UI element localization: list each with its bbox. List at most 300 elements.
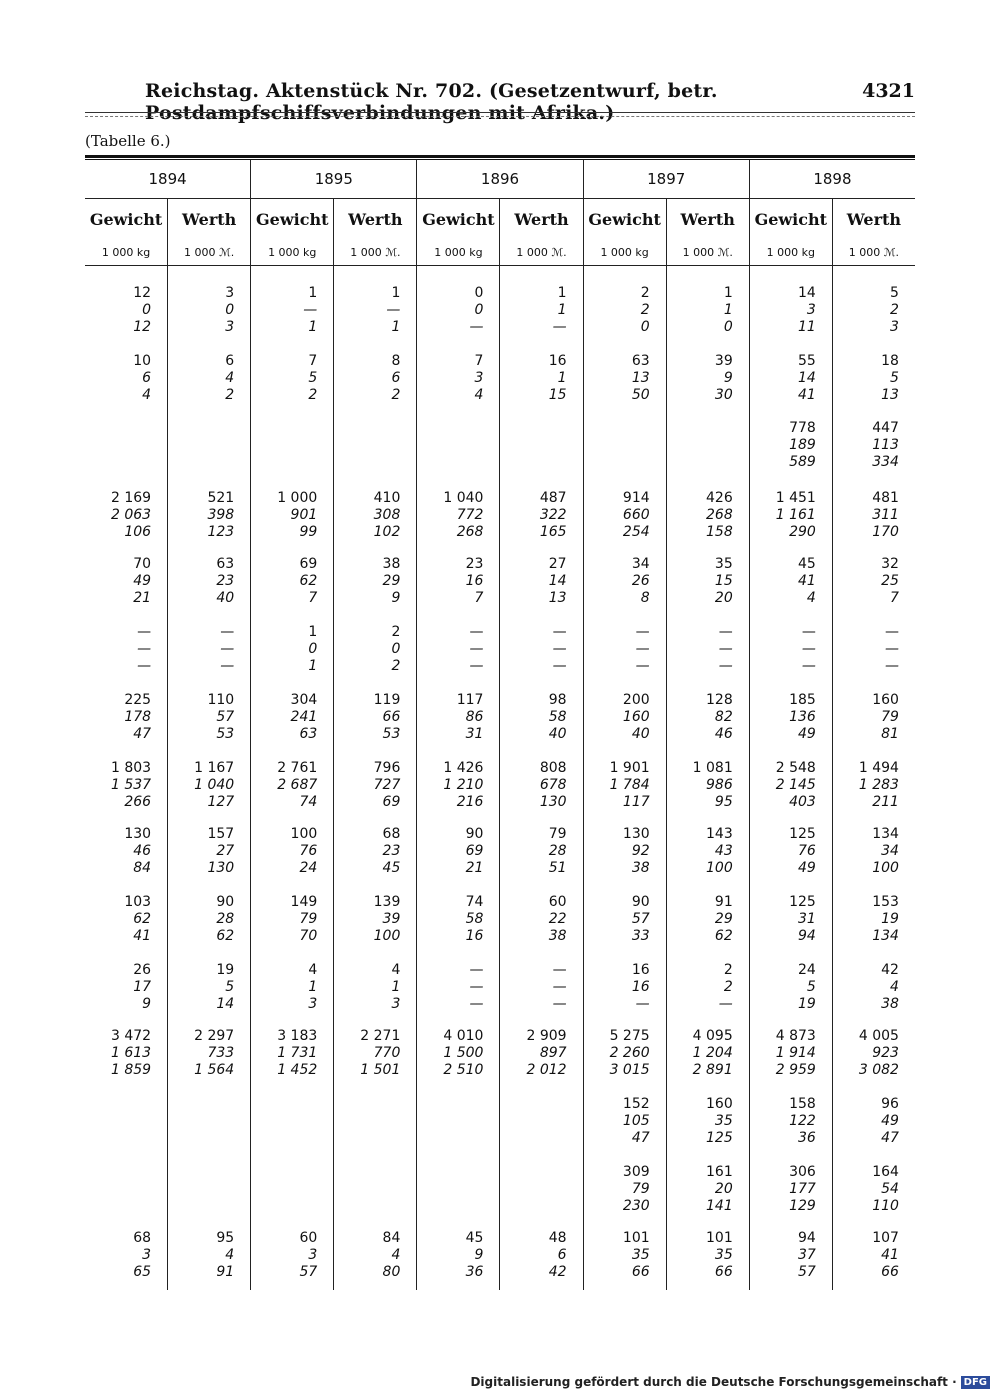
- cell-subvalue: 403: [789, 794, 816, 810]
- table-cell: [715, 556, 733, 607]
- cell-subvalue: 100: [872, 860, 899, 876]
- cell-subvalue: 1: [308, 658, 318, 674]
- cell-subvalue: 35: [714, 1247, 733, 1263]
- cell-subvalue: 100: [373, 928, 401, 944]
- cell-subvalue: 7: [308, 590, 318, 606]
- cell-subvalue: 54: [881, 1181, 899, 1197]
- cell-subvalue: 41: [798, 573, 816, 589]
- cell-subvalue: 19: [881, 911, 899, 927]
- cell-total: 69: [299, 556, 318, 572]
- cell-total: 5 275: [609, 1028, 650, 1044]
- cell-subvalue: —: [469, 979, 484, 995]
- cell-subvalue: —: [552, 979, 567, 995]
- cell-total: 5: [890, 285, 899, 301]
- unit-mark: 1 000 ℳ.: [848, 246, 900, 259]
- cell-subvalue: 268: [456, 524, 484, 540]
- table-cell: [623, 1164, 650, 1215]
- cell-subvalue: 66: [881, 1264, 899, 1280]
- cell-subvalue: 16: [465, 928, 484, 944]
- table-body: [85, 264, 915, 1290]
- cell-subvalue: 110: [872, 1198, 899, 1214]
- table-cell: [549, 826, 567, 877]
- cell-subvalue: 21: [133, 590, 152, 606]
- cell-subvalue: 2: [225, 387, 235, 403]
- cell-subvalue: 4: [142, 387, 152, 403]
- table-cell: [798, 285, 816, 336]
- cell-subvalue: —: [718, 641, 733, 657]
- cell-subvalue: 66: [631, 1264, 650, 1280]
- cell-subvalue: 105: [622, 1113, 650, 1129]
- cell-subvalue: 63: [299, 726, 318, 742]
- cell-subvalue: 1 161: [775, 507, 816, 523]
- cell-subvalue: 5: [308, 370, 318, 386]
- cell-subvalue: —: [718, 996, 733, 1012]
- table-cell: [641, 285, 650, 336]
- cell-subvalue: 53: [382, 726, 401, 742]
- unit-kg: 1 000 kg: [584, 241, 667, 265]
- table-cell: [291, 692, 318, 743]
- cell-total: 134: [872, 826, 899, 842]
- cell-subvalue: 160: [622, 709, 650, 725]
- cell-total: 447: [872, 420, 899, 436]
- cell-subvalue: 51: [548, 860, 567, 876]
- year-header-row: [85, 160, 915, 199]
- table-cell: [706, 826, 733, 877]
- cell-subvalue: 211: [872, 794, 899, 810]
- table-cell: [291, 826, 318, 877]
- cell-subvalue: 33: [631, 928, 650, 944]
- table-cell: [194, 1028, 234, 1079]
- cell-subvalue: 57: [216, 709, 235, 725]
- cell-subvalue: 0: [640, 319, 650, 335]
- cell-subvalue: 130: [207, 860, 235, 876]
- table-cell: [802, 624, 816, 675]
- cell-subvalue: 3: [142, 1247, 152, 1263]
- cell-subvalue: 136: [789, 709, 816, 725]
- cell-subvalue: —: [884, 641, 899, 657]
- data-table: [85, 160, 915, 1290]
- table-cell: [719, 962, 733, 1013]
- cell-subvalue: 1: [391, 979, 401, 995]
- unit-kg: 1 000 kg: [251, 241, 334, 265]
- page-number: 4321: [862, 80, 915, 102]
- cell-total: —: [469, 624, 484, 640]
- cell-subvalue: 290: [789, 524, 816, 540]
- cell-subvalue: 69: [382, 794, 401, 810]
- table-cell: [216, 556, 234, 607]
- cell-subvalue: 35: [631, 1247, 650, 1263]
- cell-subvalue: 16: [465, 573, 484, 589]
- cell-total: 101: [706, 1230, 733, 1246]
- table-cell: [391, 962, 400, 1013]
- cell-total: 63: [216, 556, 235, 572]
- cell-total: 10: [133, 353, 152, 369]
- table-cell: [706, 1230, 733, 1281]
- header-rule-dashed: [85, 116, 915, 117]
- table-cell: [632, 353, 650, 404]
- cell-subvalue: 1 613: [111, 1045, 152, 1061]
- cell-subvalue: 62: [133, 911, 152, 927]
- cell-subvalue: 57: [798, 1264, 816, 1280]
- cell-subvalue: —: [884, 658, 899, 674]
- cell-total: 3: [225, 285, 235, 301]
- cell-subvalue: 678: [539, 777, 567, 793]
- table-cell: [216, 962, 234, 1013]
- cell-total: 16: [548, 353, 567, 369]
- cell-subvalue: 20: [714, 1181, 733, 1197]
- cell-total: 6: [225, 353, 235, 369]
- cell-subvalue: 7: [474, 590, 484, 606]
- cell-total: —: [137, 624, 152, 640]
- table-cell: [443, 1028, 483, 1079]
- cell-subvalue: 165: [539, 524, 567, 540]
- cell-subvalue: 47: [133, 726, 152, 742]
- cell-total: 185: [789, 692, 816, 708]
- cell-subvalue: 0: [723, 319, 733, 335]
- cell-total: 304: [290, 692, 318, 708]
- cell-total: 27: [548, 556, 567, 572]
- cell-total: 1 901: [609, 760, 650, 776]
- cell-subvalue: 9: [391, 590, 401, 606]
- cell-total: 23: [465, 556, 484, 572]
- table-cell: [610, 1028, 650, 1079]
- cell-total: 130: [124, 826, 152, 842]
- cell-subvalue: 3: [474, 370, 484, 386]
- table-cell: [374, 760, 401, 811]
- cell-subvalue: 82: [714, 709, 733, 725]
- column-header-gewicht: Gewicht: [417, 199, 500, 241]
- table-cell: [776, 760, 816, 811]
- cell-total: 158: [789, 1096, 816, 1112]
- cell-total: 4 010: [443, 1028, 484, 1044]
- cell-total: 2 909: [526, 1028, 567, 1044]
- year-header: 1897: [584, 160, 750, 198]
- cell-total: 7: [308, 353, 318, 369]
- cell-total: 4: [391, 962, 401, 978]
- table-cell: [540, 490, 567, 541]
- cell-subvalue: 43: [714, 843, 733, 859]
- table-cell: [383, 1230, 401, 1281]
- cell-subvalue: 0: [308, 641, 318, 657]
- cell-subvalue: 3: [806, 302, 816, 318]
- table-cell: [374, 692, 401, 743]
- cell-subvalue: 1 210: [443, 777, 484, 793]
- cell-subvalue: —: [801, 641, 816, 657]
- table-cell: [466, 894, 484, 945]
- table-column: [168, 264, 251, 1290]
- cell-subvalue: 6: [391, 370, 401, 386]
- table-cell: [469, 962, 483, 1013]
- cell-total: 63: [631, 353, 650, 369]
- table-cell: [133, 285, 151, 336]
- table-cell: [111, 490, 151, 541]
- cell-subvalue: 24: [299, 860, 318, 876]
- table-top-rule: [85, 155, 915, 158]
- cell-subvalue: 74: [299, 794, 318, 810]
- cell-subvalue: 69: [465, 843, 484, 859]
- table-cell: [124, 894, 151, 945]
- cell-total: 3 472: [111, 1028, 152, 1044]
- cell-subvalue: 41: [881, 1247, 899, 1263]
- cell-subvalue: 322: [539, 507, 567, 523]
- cell-total: 125: [789, 826, 816, 842]
- cell-subvalue: 102: [373, 524, 401, 540]
- cell-subvalue: 6: [557, 1247, 567, 1263]
- cell-subvalue: 25: [881, 573, 899, 589]
- table-column: [750, 264, 833, 1290]
- cell-subvalue: —: [552, 319, 567, 335]
- cell-total: —: [884, 624, 899, 640]
- cell-subvalue: 241: [290, 709, 318, 725]
- cell-subvalue: 254: [622, 524, 650, 540]
- cell-subvalue: 122: [789, 1113, 816, 1129]
- table-cell: [610, 760, 650, 811]
- cell-total: 1 451: [775, 490, 816, 506]
- cell-total: 12: [133, 285, 152, 301]
- cell-subvalue: —: [469, 658, 484, 674]
- cell-subvalue: —: [137, 658, 152, 674]
- cell-subvalue: 3: [225, 319, 235, 335]
- cell-total: 2: [723, 962, 733, 978]
- table-cell: [885, 624, 899, 675]
- cell-subvalue: 311: [872, 507, 899, 523]
- cell-subvalue: 86: [465, 709, 484, 725]
- table-cell: [133, 1230, 151, 1281]
- column-header-gewicht: Gewicht: [584, 199, 667, 241]
- cell-total: 68: [382, 826, 401, 842]
- cell-subvalue: —: [469, 641, 484, 657]
- cell-subvalue: 5: [890, 370, 899, 386]
- cell-total: 45: [798, 556, 816, 572]
- cell-subvalue: 39: [382, 911, 401, 927]
- cell-subvalue: 81: [881, 726, 899, 742]
- year-header: 1896: [417, 160, 583, 198]
- cell-subvalue: 1 040: [194, 777, 235, 793]
- cell-total: 1: [391, 285, 401, 301]
- cell-subvalue: 41: [133, 928, 152, 944]
- cell-total: 90: [631, 894, 650, 910]
- cell-subvalue: 141: [706, 1198, 733, 1214]
- cell-subvalue: 14: [548, 573, 567, 589]
- cell-subvalue: 35: [714, 1113, 733, 1129]
- cell-subvalue: 770: [373, 1045, 401, 1061]
- year-header: 1895: [251, 160, 417, 198]
- cell-subvalue: 14: [798, 370, 816, 386]
- cell-total: 90: [465, 826, 484, 842]
- table-cell: [308, 353, 317, 404]
- cell-total: 38: [382, 556, 401, 572]
- cell-subvalue: 23: [382, 843, 401, 859]
- table-cell: [207, 692, 234, 743]
- cell-subvalue: 901: [290, 507, 318, 523]
- cell-subvalue: 2: [391, 658, 401, 674]
- table-cell: [443, 490, 483, 541]
- cell-subvalue: 2 145: [775, 777, 816, 793]
- unit-row: [85, 241, 915, 266]
- cell-total: 14: [798, 285, 816, 301]
- cell-subvalue: 0: [474, 302, 484, 318]
- unit-kg: 1 000 kg: [417, 241, 500, 265]
- cell-subvalue: 41: [798, 387, 816, 403]
- cell-total: 152: [622, 1096, 650, 1112]
- cell-subvalue: 772: [456, 507, 484, 523]
- cell-total: 914: [622, 490, 650, 506]
- cell-subvalue: 2: [723, 979, 733, 995]
- cell-total: 139: [373, 894, 401, 910]
- cell-total: 68: [133, 1230, 152, 1246]
- cell-subvalue: 9: [723, 370, 733, 386]
- cell-subvalue: 76: [299, 843, 318, 859]
- column-header-werth: Werth: [168, 199, 251, 241]
- cell-total: 98: [548, 692, 567, 708]
- year-header: 1898: [813, 170, 852, 188]
- table-cell: [526, 1028, 566, 1079]
- cell-subvalue: 1: [557, 302, 567, 318]
- cell-subvalue: 1 564: [194, 1062, 235, 1078]
- cell-total: —: [635, 624, 650, 640]
- cell-subvalue: 76: [798, 843, 816, 859]
- cell-subvalue: 986: [706, 777, 733, 793]
- cell-subvalue: 7: [890, 590, 899, 606]
- cell-subvalue: 91: [216, 1264, 235, 1280]
- column-header-gewicht: Gewicht: [85, 199, 168, 241]
- cell-total: 96: [881, 1096, 899, 1112]
- table-cell: [540, 760, 567, 811]
- cell-subvalue: 308: [373, 507, 401, 523]
- table-cell: [872, 894, 899, 945]
- cell-subvalue: 95: [714, 794, 733, 810]
- table-cell: [706, 692, 733, 743]
- cell-subvalue: —: [552, 641, 567, 657]
- unit-mark: 1 000 ℳ.: [334, 241, 417, 265]
- cell-subvalue: 4: [474, 387, 484, 403]
- table-column: [334, 264, 417, 1290]
- cell-subvalue: 36: [465, 1264, 484, 1280]
- cell-subvalue: 17: [133, 979, 152, 995]
- table-cell: [636, 624, 650, 675]
- table-cell: [872, 420, 899, 471]
- table-cell: [391, 353, 400, 404]
- cell-subvalue: 2 687: [277, 777, 318, 793]
- table-cell: [308, 962, 317, 1013]
- cell-total: 60: [548, 894, 567, 910]
- table-cell: [623, 1096, 650, 1147]
- cell-total: 32: [881, 556, 899, 572]
- cell-subvalue: 1: [308, 319, 318, 335]
- cell-subvalue: 1 500: [443, 1045, 484, 1061]
- column-header-werth: Werth: [500, 199, 583, 241]
- column-header-row: [85, 199, 915, 241]
- table-cell: [225, 285, 234, 336]
- cell-subvalue: 49: [798, 726, 816, 742]
- cell-total: 94: [798, 1230, 816, 1246]
- cell-subvalue: 70: [299, 928, 318, 944]
- cell-total: 18: [881, 353, 899, 369]
- table-column: [584, 264, 667, 1290]
- cell-subvalue: —: [552, 658, 567, 674]
- table-cell: [466, 556, 484, 607]
- table-cell: [798, 1230, 816, 1281]
- cell-subvalue: 1 501: [360, 1062, 401, 1078]
- cell-subvalue: 26: [631, 573, 650, 589]
- table-cell: [789, 826, 816, 877]
- cell-subvalue: 130: [539, 794, 567, 810]
- table-column: [500, 264, 583, 1290]
- cell-total: 48: [548, 1230, 567, 1246]
- footer: [470, 1375, 990, 1389]
- cell-total: 91: [714, 894, 733, 910]
- cell-total: 200: [622, 692, 650, 708]
- cell-subvalue: 9: [474, 1247, 484, 1263]
- cell-total: 74: [465, 894, 484, 910]
- cell-subvalue: 49: [798, 860, 816, 876]
- cell-total: 79: [548, 826, 567, 842]
- cell-total: —: [220, 624, 235, 640]
- cell-subvalue: 5: [225, 979, 235, 995]
- table-cell: [469, 285, 483, 336]
- cell-subvalue: 733: [207, 1045, 235, 1061]
- cell-subvalue: 1 914: [775, 1045, 816, 1061]
- cell-total: 84: [382, 1230, 401, 1246]
- cell-subvalue: 47: [881, 1130, 899, 1146]
- table-cell: [776, 490, 816, 541]
- cell-total: 410: [373, 490, 401, 506]
- table-cell: [623, 692, 650, 743]
- cell-total: 110: [207, 692, 235, 708]
- cell-subvalue: 38: [631, 860, 650, 876]
- cell-total: 3 183: [277, 1028, 318, 1044]
- cell-total: 1 494: [858, 760, 899, 776]
- cell-subvalue: 11: [798, 319, 816, 335]
- cell-total: 225: [124, 692, 152, 708]
- cell-subvalue: 4: [225, 1247, 235, 1263]
- table-cell: [693, 760, 733, 811]
- cell-subvalue: 21: [465, 860, 484, 876]
- cell-total: 808: [539, 760, 567, 776]
- cell-subvalue: 1 283: [858, 777, 899, 793]
- cell-total: 2: [640, 285, 650, 301]
- cell-subvalue: —: [801, 658, 816, 674]
- cell-total: 60: [299, 1230, 318, 1246]
- table-cell: [308, 624, 317, 675]
- cell-subvalue: 189: [789, 437, 816, 453]
- table-cell: [277, 760, 317, 811]
- table-cell: [872, 692, 899, 743]
- cell-subvalue: 47: [631, 1130, 650, 1146]
- cell-subvalue: 2: [308, 387, 318, 403]
- cell-subvalue: 13: [631, 370, 650, 386]
- cell-subvalue: 80: [382, 1264, 401, 1280]
- cell-total: 153: [872, 894, 899, 910]
- table-cell: [789, 1096, 816, 1147]
- cell-total: 103: [124, 894, 152, 910]
- cell-subvalue: 4: [391, 1247, 401, 1263]
- cell-subvalue: 1 452: [277, 1062, 318, 1078]
- cell-total: —: [718, 624, 733, 640]
- cell-subvalue: 727: [373, 777, 401, 793]
- cell-total: —: [469, 962, 484, 978]
- cell-total: 487: [539, 490, 567, 506]
- cell-total: 2: [391, 624, 401, 640]
- cell-subvalue: —: [303, 302, 318, 318]
- cell-subvalue: 15: [714, 573, 733, 589]
- table-cell: [443, 760, 483, 811]
- cell-total: 0: [474, 285, 484, 301]
- cell-subvalue: 1: [308, 979, 318, 995]
- cell-subvalue: 45: [382, 860, 401, 876]
- cell-subvalue: 13: [548, 590, 567, 606]
- cell-subvalue: 38: [548, 928, 567, 944]
